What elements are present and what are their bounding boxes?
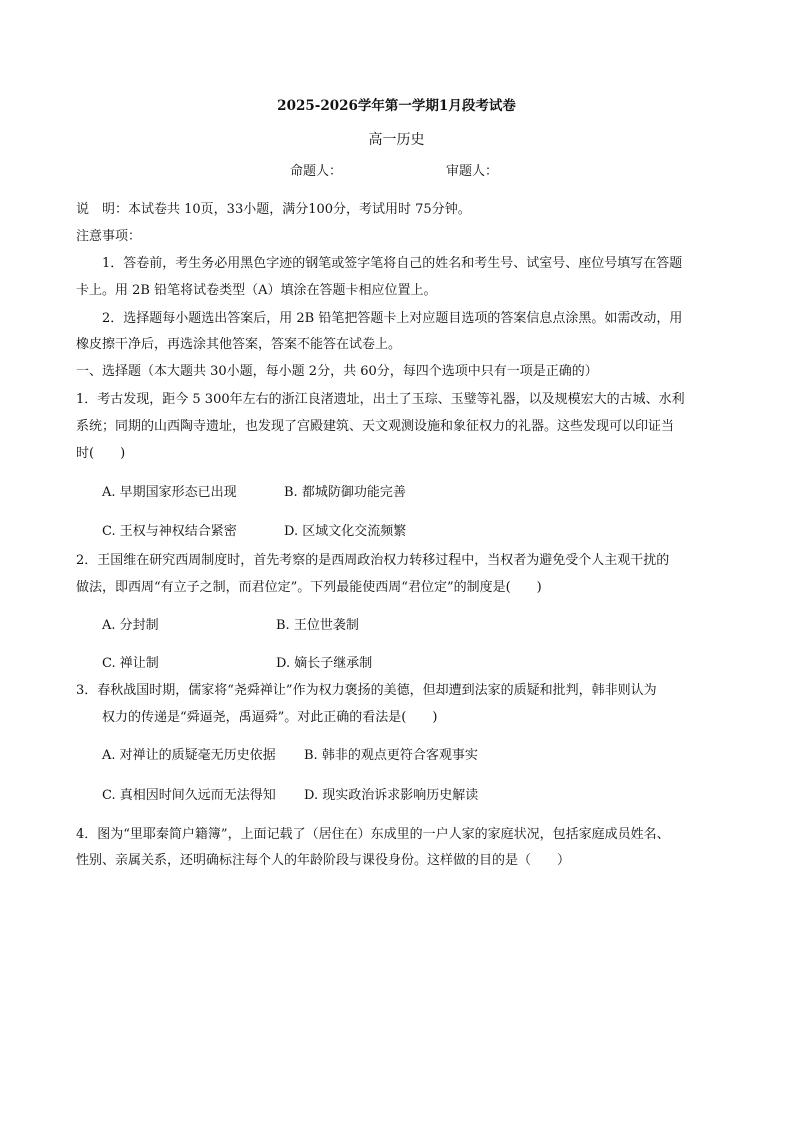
note-1-line-2: 卡上。用 2B 铅笔将试卷类型（A）填涂在答题卡相应位置上。: [76, 283, 437, 298]
question-2-line-2: 做法，即西周“有立子之制，而君位定”。下列最能使西周“君位定”的制度是( ): [76, 580, 542, 595]
question-1-option-c: C. 王权与神权结合紧密: [102, 524, 237, 539]
exam-subject: 高一历史: [368, 132, 425, 148]
question-1-line-2: 系统；同期的山西陶寺遗址，也发现了宫殿建筑、天文观测设施和象征权力的礼器。这些发现可以印证当: [76, 419, 675, 434]
question-4-line-2: 性别、亲属关系，还明确标注每个人的年龄阶段与课役身份。这样做的目的是（ ）: [76, 853, 571, 868]
reviewer-label: 审题人：: [446, 164, 499, 179]
question-1-option-d: D. 区域文化交流频繁: [284, 524, 407, 539]
question-2-option-b: B. 王位世袭制: [276, 618, 359, 633]
question-3-option-b: B. 韩非的观点更符合客观事实: [304, 748, 478, 763]
question-2-line-1: 2．王国维在研究西周制度时，首先考察的是西周政治权力转移过程中，当权者为避免受个人主观干扰的: [76, 553, 670, 568]
note-2-line-1: 2．选择题每小题选出答案后，用 2B 铅笔把答题卡上对应题目选项的答案信息点涂黑。如需改动，用: [102, 311, 683, 326]
author-line: [290, 163, 498, 181]
question-3-option-c: C. 真相因时间久远而无法得知: [102, 788, 276, 803]
question-1-line-1: 1．考古发现，距今 5 300年左右的浙江良渚遗址，出土了玉琮、玉璧等礼器，以及规模宏大的古城、水利: [76, 392, 685, 407]
question-2-option-a: A. 分封制: [102, 618, 159, 633]
question-3-line-2: 权力的传递是“舜逼尧，禹逼舜”。对此正确的看法是( ): [102, 710, 438, 725]
question-2-option-d: D. 嫡长子继承制: [276, 656, 373, 671]
note-2-line-2: 橡皮擦干净后，再选涂其他答案，答案不能答在试卷上。: [76, 337, 402, 352]
question-1-line-3: 时( ): [76, 446, 126, 461]
author-label: 命题人：: [290, 164, 343, 179]
exam-description: 说 明：本试卷共 10页，33小题，满分100分，考试用时 75分钟。: [76, 202, 471, 217]
exam-title: 2025-2026学年第一学期1月段考试卷: [277, 98, 516, 114]
question-1-option-b: B. 都城防御功能完善: [284, 485, 406, 500]
question-1-option-a: A. 早期国家形态已出现: [102, 485, 237, 500]
question-2-option-c: C. 禅让制: [102, 656, 159, 671]
note-1-line-1: 1．答卷前，考生务必用黑色字迹的钢笔或签字笔将自己的姓名和考生号、试室号、座位号填写在答题: [102, 256, 683, 271]
question-3-option-a: A. 对禅让的质疑毫无历史依据: [102, 748, 276, 763]
question-3-option-d: D. 现实政治诉求影响历史解读: [304, 788, 479, 803]
question-4-line-1: 4．图为“里耶秦简户籍簿”，上面记载了（居住在）东成里的一户人家的家庭状况，包括家庭成员姓名、: [76, 827, 670, 842]
notes-heading: 注意事项：: [76, 229, 142, 244]
section-1-heading: 一、选择题（本大题共 30小题，每小题 2分，共 60分，每四个选项中只有一项是正确的）: [76, 364, 598, 379]
question-3-line-1: 3．春秋战国时期，儒家将“尧舜禅让”作为权力褒扬的美德，但却遭到法家的质疑和批判，韩非则认为: [76, 683, 657, 698]
